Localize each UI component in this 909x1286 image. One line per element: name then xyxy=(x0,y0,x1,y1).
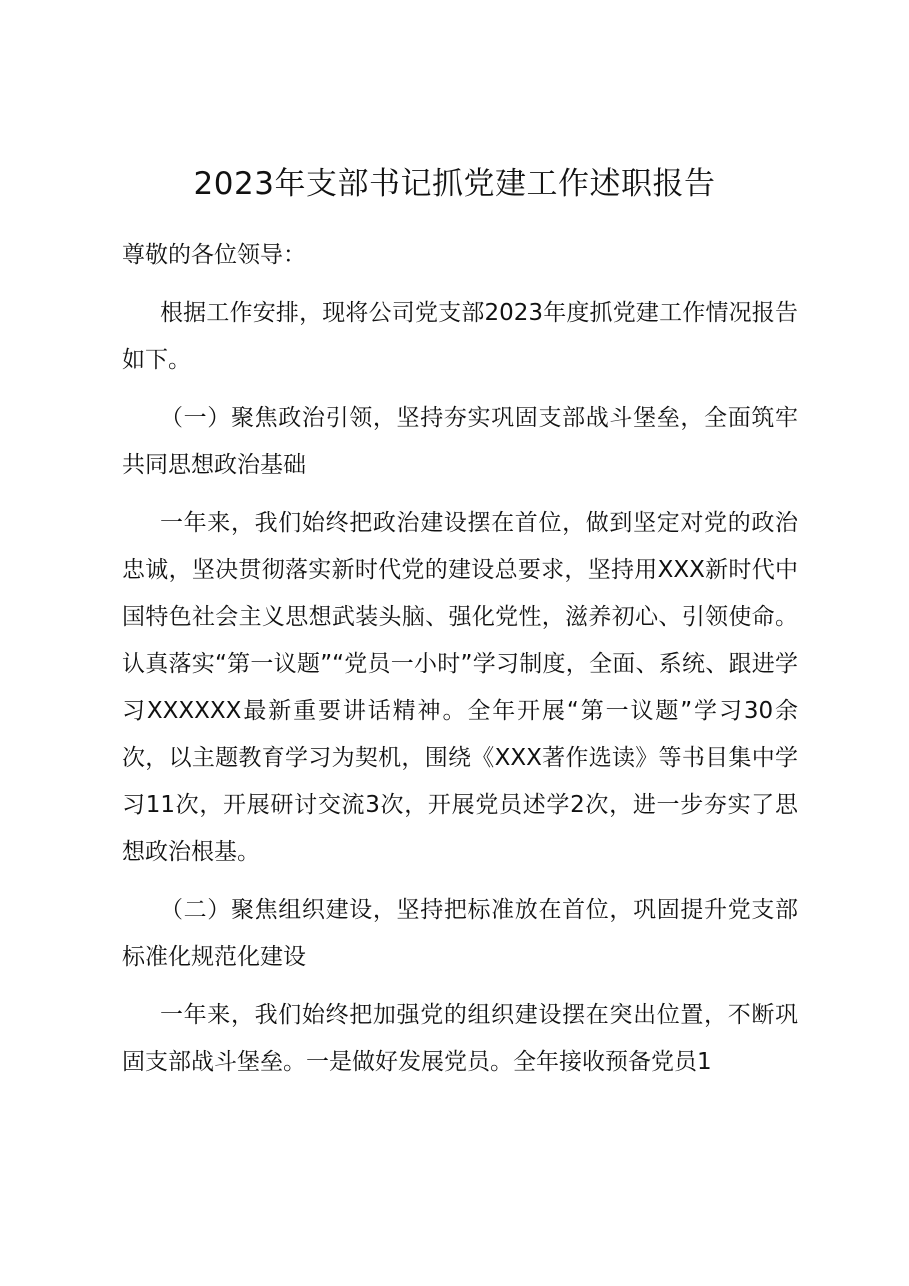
salutation: 尊敬的各位领导： xyxy=(122,242,306,268)
document-body xyxy=(122,232,798,1086)
document-title: 2023年支部书记抓党建工作述职报告 xyxy=(193,166,716,202)
section-paragraph-2: 一年来，我们始终把加强党的组织建设摆在突出位置，不断巩固支部战斗堡垒。一是做好发展党员。全年接收预备党员1 xyxy=(122,1002,798,1075)
section-heading-2: （二）聚焦组织建设，坚持把标准放在首位，巩固提升党支部标准化规范化建设 xyxy=(122,897,798,970)
intro-paragraph: 根据工作安排，现将公司党支部2023年度抓党建工作情况报告如下。 xyxy=(122,300,798,373)
section-paragraph-1: 一年来，我们始终把政治建设摆在首位，做到坚定对党的政治忠诚，坚决贯彻落实新时代党的建设总要求，坚持用XXX新时代中国特色社会主义思想武装头脑、强化党性，滋养初心、引领使命。认真落实“第一议题”“党员一小时”学习制度，全面、系统、跟进学习XXXXXX最新重要讲话精神。全年开展“第一议题”学习30余次，以主题教育学习为契机，围绕《XXX著作选读》等书目集中学习11次，开展研讨交流3次，开展党员述学2次，进一步夯实了思想政治根基。 xyxy=(122,510,798,865)
section-heading-1: （一）聚焦政治引领，坚持夯实巩固支部战斗堡垒，全面筑牢共同思想政治基础 xyxy=(122,405,798,478)
